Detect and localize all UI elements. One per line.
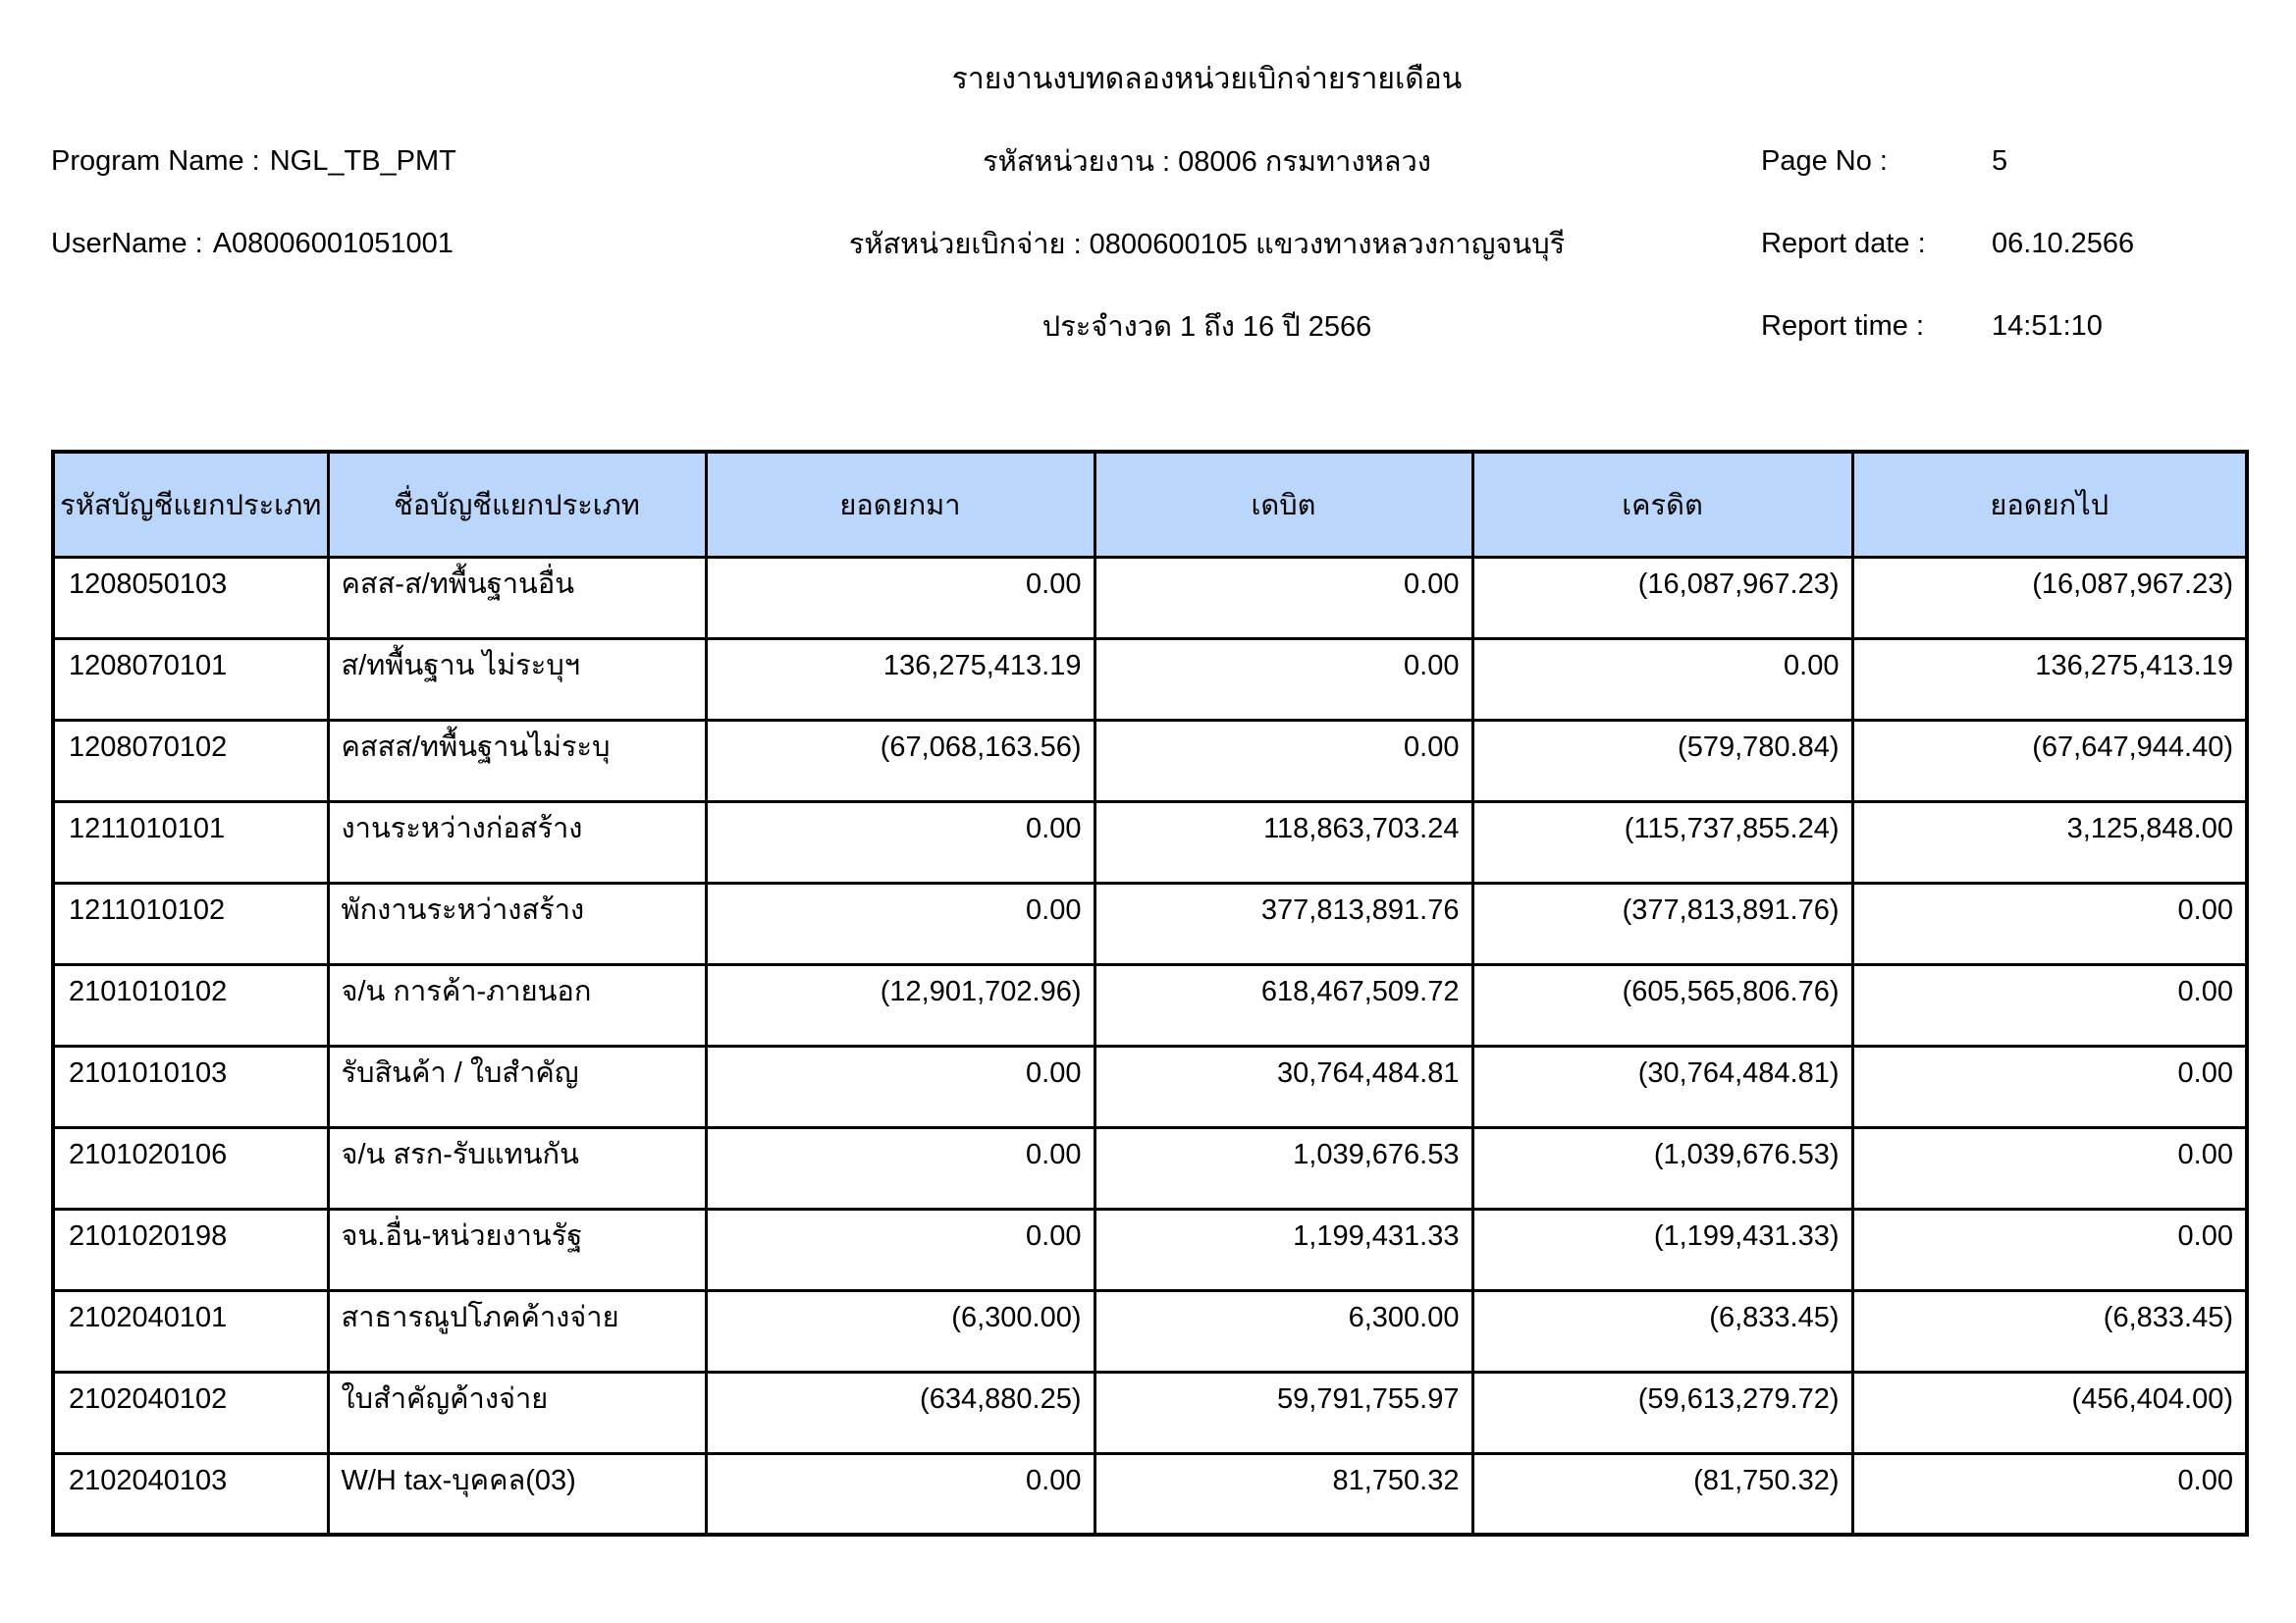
account-name-cell: รับสินค้า / ใบสำคัญ [328,1046,706,1127]
credit-cell: 0.00 [1472,638,1852,720]
credit-cell: (579,780.84) [1472,720,1852,801]
ending-balance-cell: (456,404.00) [1852,1372,2247,1453]
report-date-label: Report date : [1761,227,1926,259]
credit-cell: (16,087,967.23) [1472,557,1852,638]
beginning-balance-cell: 0.00 [706,1046,1095,1127]
account-name-cell: W/H tax-บุคคล(03) [328,1453,706,1535]
col-header-account-code: รหัสบัญชีแยกประเภท [53,452,328,557]
ending-balance-cell: 0.00 [1852,964,2247,1046]
account-code-cell: 1208070102 [53,720,328,801]
ending-balance-cell: 3,125,848.00 [1852,801,2247,883]
report-title: รายงานงบทดลองหน่วยเบิกจ่ายรายเดือน [951,62,1463,95]
debit-cell: 30,764,484.81 [1095,1046,1472,1127]
credit-cell: (1,039,676.53) [1472,1127,1852,1209]
table-row [53,1453,2247,1535]
page-no-line [1761,145,2296,178]
table-row [53,1127,2247,1209]
ending-balance-cell: 0.00 [1852,1209,2247,1290]
report-time-value: 14:51:10 [1992,309,2103,342]
col-header-beginning-balance: ยอดยกมา [706,452,1095,557]
debit-cell: 0.00 [1095,557,1472,638]
disbursement-unit-line: รหัสหน่วยเบิกจ่าย : 0800600105 แขวงทางหลวงกาญจนบุรี [848,229,1566,260]
beginning-balance-cell: 0.00 [706,1453,1095,1535]
table-row [53,801,2247,883]
ending-balance-cell: 0.00 [1852,1127,2247,1209]
username-label: UserName : [51,227,203,259]
credit-cell: (377,813,891.76) [1472,883,1852,964]
account-code-cell: 1208050103 [53,557,328,638]
account-name-cell: สาธารณูปโภคค้างจ่าย [328,1290,706,1372]
table-row [53,1046,2247,1127]
col-header-debit: เดบิต [1095,452,1472,557]
debit-cell: 1,039,676.53 [1095,1127,1472,1209]
beginning-balance-cell: 0.00 [706,1127,1095,1209]
table-row [53,557,2247,638]
table-row [53,1372,2247,1453]
credit-cell: (59,613,279.72) [1472,1372,1852,1453]
report-time-line [1761,310,2296,343]
account-code-cell: 2102040101 [53,1290,328,1372]
ending-balance-cell: (67,647,944.40) [1852,720,2247,801]
beginning-balance-cell: 0.00 [706,1209,1095,1290]
program-name-line [0,145,653,178]
table-header [53,452,2247,557]
account-name-cell: คสสส/ทพื้นฐานไม่ระบุ [328,720,706,801]
col-header-ending-balance: ยอดยกไป [1852,452,2247,557]
debit-cell: 81,750.32 [1095,1453,1472,1535]
account-code-cell: 2101020198 [53,1209,328,1290]
credit-cell: (605,565,806.76) [1472,964,1852,1046]
report-date-value: 06.10.2566 [1992,227,2135,259]
debit-cell: 1,199,431.33 [1095,1209,1472,1290]
agency-line: รหัสหน่วยงาน : 08006 กรมทางหลวง [983,146,1431,178]
page-no-value: 5 [1992,144,2008,177]
debit-cell: 0.00 [1095,720,1472,801]
ending-balance-cell: 0.00 [1852,883,2247,964]
col-header-account-name: ชื่อบัญชีแยกประเภท [328,452,706,557]
debit-cell: 618,467,509.72 [1095,964,1472,1046]
ending-balance-cell: 0.00 [1852,1453,2247,1535]
debit-cell: 118,863,703.24 [1095,801,1472,883]
account-code-cell: 2101020106 [53,1127,328,1209]
credit-cell: (81,750.32) [1472,1453,1852,1535]
debit-cell: 59,791,755.97 [1095,1372,1472,1453]
account-code-cell: 2102040102 [53,1372,328,1453]
period-line: ประจำงวด 1 ถึง 16 ปี 2566 [1041,311,1372,343]
beginning-balance-cell: (6,300.00) [706,1290,1095,1372]
credit-cell: (1,199,431.33) [1472,1209,1852,1290]
account-code-cell: 1211010102 [53,883,328,964]
credit-cell: (30,764,484.81) [1472,1046,1852,1127]
account-name-cell: คสส-ส/ทพื้นฐานอื่น [328,557,706,638]
beginning-balance-cell: (634,880.25) [706,1372,1095,1453]
table-body [53,557,2247,1535]
program-name-value: NGL_TB_PMT [269,144,456,177]
account-code-cell: 1211010101 [53,801,328,883]
table-row [53,1290,2247,1372]
debit-cell: 377,813,891.76 [1095,883,1472,964]
ending-balance-cell: (6,833.45) [1852,1290,2247,1372]
ending-balance-cell: 0.00 [1852,1046,2247,1127]
table-row [53,964,2247,1046]
table-row [53,1209,2247,1290]
account-name-cell: งานระหว่างก่อสร้าง [328,801,706,883]
username-line [0,228,653,260]
account-code-cell: 2102040103 [53,1453,328,1535]
beginning-balance-cell: 136,275,413.19 [706,638,1095,720]
debit-cell: 0.00 [1095,638,1472,720]
trial-balance-table [51,450,2249,1537]
beginning-balance-cell: (67,068,163.56) [706,720,1095,801]
table-row [53,720,2247,801]
report-date-line [1761,228,2296,260]
beginning-balance-cell: 0.00 [706,883,1095,964]
page-no-label: Page No : [1761,144,1888,177]
report-time-label: Report time : [1761,309,1924,342]
ending-balance-cell: 136,275,413.19 [1852,638,2247,720]
credit-cell: (6,833.45) [1472,1290,1852,1372]
account-name-cell: พักงานระหว่างสร้าง [328,883,706,964]
table-header-row [53,452,2247,557]
account-name-cell: ใบสำคัญค้างจ่าย [328,1372,706,1453]
debit-cell: 6,300.00 [1095,1290,1472,1372]
account-code-cell: 1208070101 [53,638,328,720]
beginning-balance-cell: (12,901,702.96) [706,964,1095,1046]
report-header [0,0,2296,367]
ending-balance-cell: (16,087,967.23) [1852,557,2247,638]
account-code-cell: 2101010102 [53,964,328,1046]
account-name-cell: จ/น การค้า-ภายนอก [328,964,706,1046]
account-name-cell: ส/ทพื้นฐาน ไม่ระบุฯ [328,638,706,720]
beginning-balance-cell: 0.00 [706,801,1095,883]
account-name-cell: จ/น สรก-รับแทนกัน [328,1127,706,1209]
username-value: A08006001051001 [212,227,454,259]
table-row [53,883,2247,964]
col-header-credit: เครดิต [1472,452,1852,557]
account-name-cell: จน.อื่น-หน่วยงานรัฐ [328,1209,706,1290]
account-code-cell: 2101010103 [53,1046,328,1127]
program-name-label: Program Name : [51,144,260,177]
table-row [53,638,2247,720]
credit-cell: (115,737,855.24) [1472,801,1852,883]
beginning-balance-cell: 0.00 [706,557,1095,638]
